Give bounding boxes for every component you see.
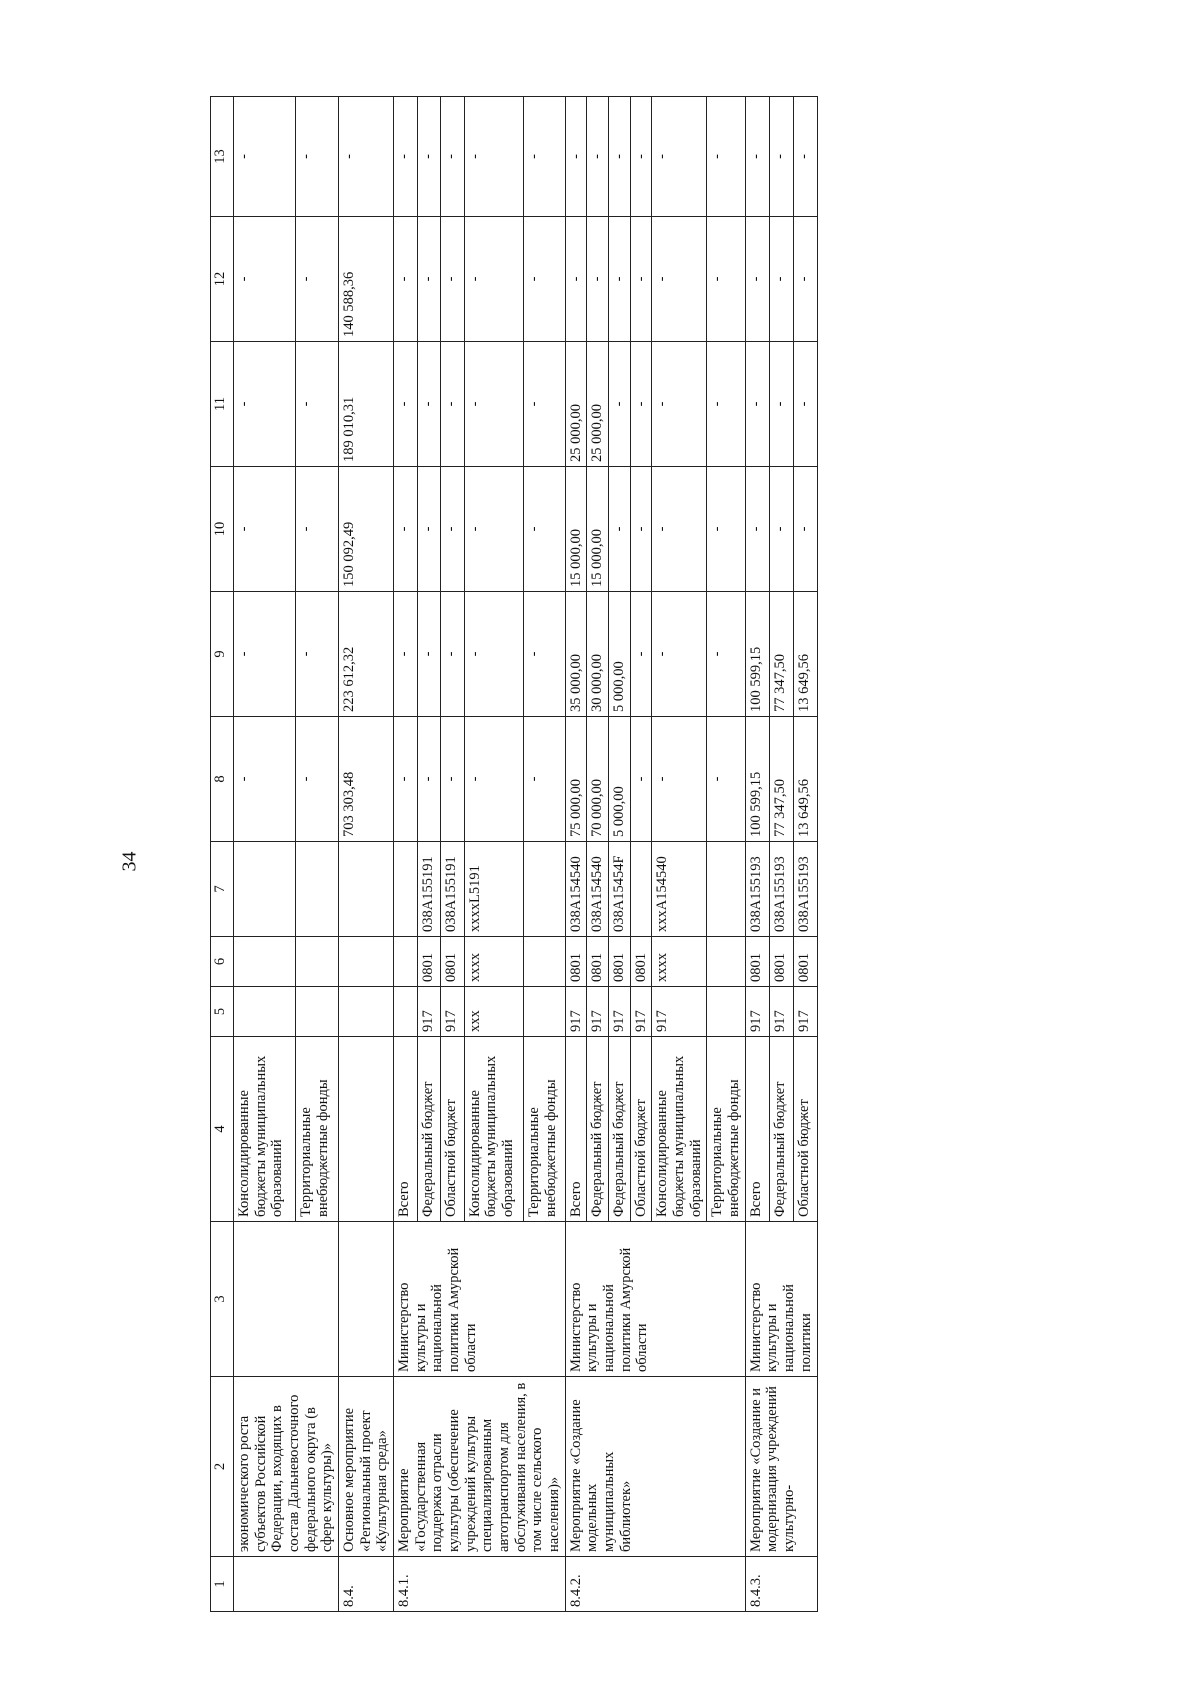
amount-cell: 189 010,31 — [339, 342, 394, 467]
amount-cell: - — [707, 467, 745, 592]
grbs-cell: 917 — [417, 987, 440, 1037]
grbs-cell: 917 — [609, 987, 631, 1037]
grbs-cell: 917 — [441, 987, 464, 1037]
amount-cell: - — [524, 97, 566, 217]
amount-cell: - — [295, 342, 338, 467]
amount-cell: - — [234, 97, 296, 217]
amount-cell: - — [565, 97, 587, 217]
executor-cell — [339, 1222, 394, 1377]
rzpr-cell — [339, 937, 394, 987]
amount-cell: - — [793, 97, 817, 217]
amount-cell: - — [745, 217, 769, 342]
amount-cell: - — [707, 97, 745, 217]
amount-cell: - — [417, 592, 440, 717]
csr-cell: 038A155193 — [793, 842, 817, 937]
amount-cell: - — [394, 717, 417, 842]
amount-cell: - — [630, 217, 652, 342]
table-row — [745, 97, 769, 1612]
executor-cell — [234, 1222, 339, 1377]
header-row — [211, 97, 234, 1612]
amount-cell: - — [441, 217, 464, 342]
amount-cell: 100 599,15 — [745, 592, 769, 717]
amount-cell: 70 000,00 — [587, 717, 609, 842]
source-cell: Федеральный бюджет — [587, 1037, 609, 1222]
item-name-cell: экономического роста субъектов Российской Федерации, входящих в состав Дальневосточного федерального округа (в сфере культуры)» — [234, 1377, 339, 1557]
amount-cell: - — [234, 217, 296, 342]
amount-cell: - — [793, 467, 817, 592]
amount-cell: - — [234, 342, 296, 467]
amount-cell: - — [587, 97, 609, 217]
header-cell: 7 — [211, 842, 234, 937]
rotated-table-wrapper — [210, 97, 1090, 1612]
source-cell: Областной бюджет — [793, 1037, 817, 1222]
grbs-cell — [707, 987, 745, 1037]
header-cell: 5 — [211, 987, 234, 1037]
amount-cell: 30 000,00 — [587, 592, 609, 717]
amount-cell: - — [630, 717, 652, 842]
header-cell: 3 — [211, 1222, 234, 1377]
item-name-cell: Мероприятие «Создание модельных муниципальных библиотек» — [565, 1377, 745, 1557]
grbs-cell — [234, 987, 296, 1037]
grbs-cell — [394, 987, 417, 1037]
table-row — [394, 97, 417, 1612]
amount-cell: - — [652, 467, 707, 592]
amount-cell: - — [394, 467, 417, 592]
rzpr-cell — [524, 937, 566, 987]
grbs-cell — [524, 987, 566, 1037]
amount-cell: - — [417, 467, 440, 592]
amount-cell: - — [524, 342, 566, 467]
amount-cell: - — [417, 342, 440, 467]
amount-cell: - — [609, 342, 631, 467]
rzpr-cell: 0801 — [793, 937, 817, 987]
header-cell: 1 — [211, 1557, 234, 1612]
header-cell: 11 — [211, 342, 234, 467]
header-cell: 9 — [211, 592, 234, 717]
amount-cell: - — [394, 592, 417, 717]
rzpr-cell — [394, 937, 417, 987]
amount-cell: 5 000,00 — [609, 717, 631, 842]
grbs-cell: 917 — [769, 987, 793, 1037]
amount-cell: - — [524, 467, 566, 592]
amount-cell: - — [652, 97, 707, 217]
amount-cell: 140 588,36 — [339, 217, 394, 342]
source-cell: Всего — [394, 1037, 417, 1222]
amount-cell: 150 092,49 — [339, 467, 394, 592]
amount-cell: - — [609, 467, 631, 592]
amount-cell: - — [769, 342, 793, 467]
amount-cell: - — [565, 217, 587, 342]
amount-cell: - — [234, 592, 296, 717]
amount-cell: - — [295, 592, 338, 717]
source-cell: Областной бюджет — [630, 1037, 652, 1222]
csr-cell — [234, 842, 296, 937]
rzpr-cell — [234, 937, 296, 987]
item-number-cell: 8.4.1. — [394, 1557, 566, 1612]
header-cell: 4 — [211, 1037, 234, 1222]
grbs-cell: 917 — [793, 987, 817, 1037]
source-cell: Консолидированные бюджеты муниципальных образований — [234, 1037, 296, 1222]
table-row — [565, 97, 587, 1612]
executor-cell: Министерство культуры и национальной политики — [745, 1222, 817, 1377]
item-name-cell: Мероприятие «Государственная поддержка отрасли культуры (обеспечение учреждений культуры специализированным автотранспортом для обслуживания населения, в том числе сельского населения)» — [394, 1377, 566, 1557]
grbs-cell: 917 — [745, 987, 769, 1037]
amount-cell: - — [652, 342, 707, 467]
source-cell: Федеральный бюджет — [417, 1037, 440, 1222]
amount-cell: - — [793, 342, 817, 467]
source-cell: Консолидированные бюджеты муниципальных образований — [464, 1037, 524, 1222]
amount-cell: 13 649,56 — [793, 717, 817, 842]
budget-table — [210, 96, 818, 1612]
amount-cell: - — [609, 97, 631, 217]
amount-cell: - — [769, 217, 793, 342]
amount-cell: - — [524, 217, 566, 342]
amount-cell: - — [394, 97, 417, 217]
csr-cell: 038A155191 — [441, 842, 464, 937]
amount-cell: - — [524, 592, 566, 717]
source-cell: Федеральный бюджет — [769, 1037, 793, 1222]
amount-cell: - — [707, 342, 745, 467]
item-number-cell: 8.4.2. — [565, 1557, 745, 1612]
source-cell: Областной бюджет — [441, 1037, 464, 1222]
amount-cell: 703 303,48 — [339, 717, 394, 842]
amount-cell: - — [464, 717, 524, 842]
source-cell: Территориальные внебюджетные фонды — [707, 1037, 745, 1222]
header-cell: 10 — [211, 467, 234, 592]
grbs-cell: 917 — [565, 987, 587, 1037]
executor-cell: Министерство культуры и национальной политики Амурской области — [394, 1222, 566, 1377]
table-row — [339, 97, 394, 1612]
rzpr-cell: 0801 — [769, 937, 793, 987]
grbs-cell — [295, 987, 338, 1037]
rzpr-cell: 0801 — [565, 937, 587, 987]
source-cell — [339, 1037, 394, 1222]
amount-cell: - — [234, 717, 296, 842]
amount-cell: - — [769, 97, 793, 217]
csr-cell — [524, 842, 566, 937]
amount-cell: 25 000,00 — [587, 342, 609, 467]
amount-cell: 100 599,15 — [745, 717, 769, 842]
rzpr-cell: хххх — [652, 937, 707, 987]
item-name-cell: Основное мероприятие «Региональный проект «Культурная среда» — [339, 1377, 394, 1557]
rzpr-cell: 0801 — [630, 937, 652, 987]
amount-cell: - — [630, 592, 652, 717]
amount-cell: - — [295, 97, 338, 217]
amount-cell: - — [652, 717, 707, 842]
grbs-cell — [339, 987, 394, 1037]
amount-cell: - — [234, 467, 296, 592]
header-cell: 12 — [211, 217, 234, 342]
rzpr-cell: 0801 — [587, 937, 609, 987]
amount-cell: - — [417, 717, 440, 842]
amount-cell: 77 347,50 — [769, 592, 793, 717]
rzpr-cell: хххх — [464, 937, 524, 987]
amount-cell: 15 000,00 — [565, 467, 587, 592]
csr-cell: 038A155193 — [769, 842, 793, 937]
amount-cell: - — [464, 592, 524, 717]
amount-cell: - — [745, 97, 769, 217]
amount-cell: 25 000,00 — [565, 342, 587, 467]
csr-cell — [630, 842, 652, 937]
amount-cell: - — [441, 592, 464, 717]
amount-cell: - — [295, 467, 338, 592]
amount-cell: - — [417, 97, 440, 217]
amount-cell: - — [745, 342, 769, 467]
amount-cell: - — [441, 342, 464, 467]
amount-cell: - — [609, 217, 631, 342]
amount-cell: - — [339, 97, 394, 217]
amount-cell: - — [793, 217, 817, 342]
csr-cell — [339, 842, 394, 937]
csr-cell: ххххL5191 — [464, 842, 524, 937]
amount-cell: - — [295, 717, 338, 842]
rzpr-cell: 0801 — [745, 937, 769, 987]
amount-cell: - — [441, 97, 464, 217]
amount-cell: 77 347,50 — [769, 717, 793, 842]
header-cell: 2 — [211, 1377, 234, 1557]
csr-cell: 038A155193 — [745, 842, 769, 937]
grbs-cell: ххх — [464, 987, 524, 1037]
page-number: 34 — [118, 851, 141, 872]
amount-cell: - — [441, 717, 464, 842]
amount-cell: 5 000,00 — [609, 592, 631, 717]
amount-cell: - — [630, 342, 652, 467]
amount-cell: - — [707, 217, 745, 342]
source-cell: Территориальные внебюджетные фонды — [295, 1037, 338, 1222]
amount-cell: - — [394, 342, 417, 467]
amount-cell: 15 000,00 — [587, 467, 609, 592]
grbs-cell: 917 — [587, 987, 609, 1037]
amount-cell: - — [394, 217, 417, 342]
csr-cell: 038A154540 — [587, 842, 609, 937]
source-cell: Федеральный бюджет — [609, 1037, 631, 1222]
source-cell: Консолидированные бюджеты муниципальных образований — [652, 1037, 707, 1222]
amount-cell: 75 000,00 — [565, 717, 587, 842]
csr-cell: 038A15454F — [609, 842, 631, 937]
amount-cell: - — [295, 217, 338, 342]
rzpr-cell — [295, 937, 338, 987]
csr-cell: 038A154540 — [565, 842, 587, 937]
header-cell: 13 — [211, 97, 234, 217]
amount-cell: 13 649,56 — [793, 592, 817, 717]
csr-cell — [394, 842, 417, 937]
rzpr-cell: 0801 — [417, 937, 440, 987]
grbs-cell: 917 — [652, 987, 707, 1037]
grbs-cell: 917 — [630, 987, 652, 1037]
amount-cell: - — [524, 717, 566, 842]
item-number-cell: 8.4. — [339, 1557, 394, 1612]
item-number-cell: 8.4.3. — [745, 1557, 817, 1612]
item-name-cell: Мероприятие «Создание и модернизация учреждений культурно- — [745, 1377, 817, 1557]
amount-cell: - — [745, 467, 769, 592]
csr-cell: хххА154540 — [652, 842, 707, 937]
amount-cell: - — [464, 342, 524, 467]
header-cell: 8 — [211, 717, 234, 842]
item-number-cell — [234, 1557, 339, 1612]
csr-cell — [707, 842, 745, 937]
source-cell: Территориальные внебюджетные фонды — [524, 1037, 566, 1222]
csr-cell: 038A155191 — [417, 842, 440, 937]
amount-cell: 35 000,00 — [565, 592, 587, 717]
source-cell: Всего — [565, 1037, 587, 1222]
amount-cell: - — [707, 717, 745, 842]
executor-cell: Министерство культуры и национальной политики Амурской области — [565, 1222, 745, 1377]
rzpr-cell: 0801 — [609, 937, 631, 987]
source-cell: Всего — [745, 1037, 769, 1222]
amount-cell: - — [587, 217, 609, 342]
rzpr-cell — [707, 937, 745, 987]
amount-cell: - — [441, 467, 464, 592]
amount-cell: - — [652, 592, 707, 717]
amount-cell: 223 612,32 — [339, 592, 394, 717]
header-cell: 6 — [211, 937, 234, 987]
rzpr-cell: 0801 — [441, 937, 464, 987]
csr-cell — [295, 842, 338, 937]
amount-cell: - — [630, 97, 652, 217]
amount-cell: - — [652, 217, 707, 342]
amount-cell: - — [417, 217, 440, 342]
amount-cell: - — [707, 592, 745, 717]
amount-cell: - — [464, 467, 524, 592]
amount-cell: - — [464, 97, 524, 217]
amount-cell: - — [769, 467, 793, 592]
amount-cell: - — [464, 217, 524, 342]
amount-cell: - — [630, 467, 652, 592]
table-row — [234, 97, 296, 1612]
